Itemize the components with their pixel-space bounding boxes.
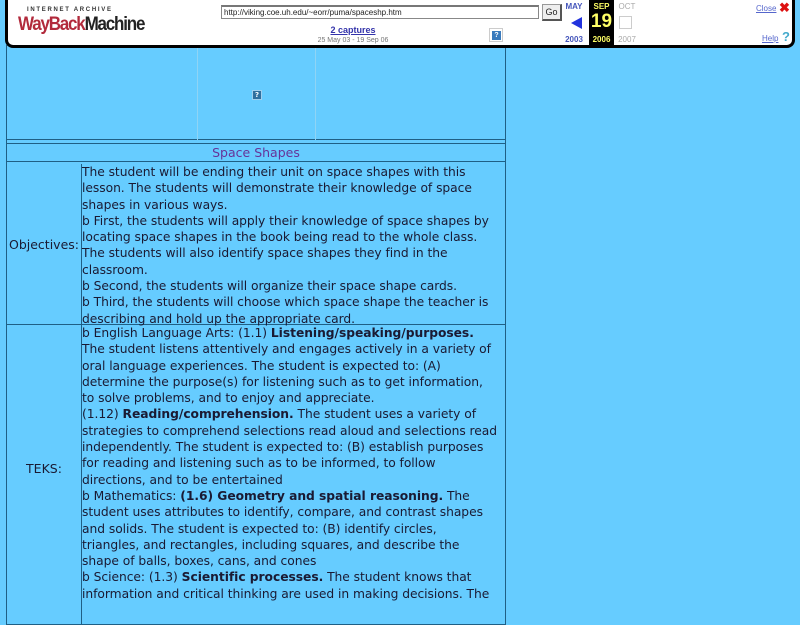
prev-capture-arrow-icon[interactable] [571, 17, 582, 29]
teks-line: independently. The student is expected to: (B) establish purposes [82, 440, 484, 455]
banner-row [7, 45, 505, 140]
broken-image-icon: ? [492, 31, 501, 40]
captures-info [283, 25, 423, 44]
teks-ela-heading: b English Language Arts: (1.1) Listening/speaking/purposes. [82, 326, 474, 340]
teks-line: to solve problems, and to enjoy and appreciate. [82, 391, 375, 406]
teks-line: determine the purpose(s) for listening such as to get information, [82, 374, 483, 389]
objectives-line: b Third, the students will choose which space shape the teacher is [82, 295, 489, 310]
next-year: 2007 [618, 35, 636, 44]
teks-line: strategies to comprehend selections read aloud and selections read [82, 423, 498, 438]
objectives-row [7, 164, 505, 325]
teks-reading-heading: (1.12) Reading/comprehension. The student uses a variety of [82, 407, 476, 422]
close-icon[interactable]: ✖ [779, 0, 790, 15]
teks-math-heading: b Mathematics: (1.6) Geometry and spatial reasoning. The [82, 488, 470, 503]
teks-line: directions, and to be entertained [82, 472, 283, 487]
objectives-line: describing and hold up the appropriate card. [82, 311, 356, 326]
objectives-line: locating space shapes in the book being read to the whole class. [82, 230, 478, 245]
logo-internet-archive-text: INTERNET ARCHIVE [27, 7, 113, 13]
current-month: SEP [593, 2, 610, 11]
objectives-text [82, 164, 505, 324]
help-icon[interactable]: ? [782, 29, 790, 44]
help-link[interactable]: Help [762, 34, 779, 43]
page-title: Space Shapes [7, 143, 505, 162]
teks-line: for reading and listening such as to be informed, to follow [82, 456, 436, 471]
teks-line: The student listens attentively and engages actively in a variety of [82, 342, 491, 357]
objectives-line: lesson. The students will demonstrate their knowledge of space [82, 181, 472, 196]
teks-science-heading: b Science: (1.3) Scientific processes. The student knows that [82, 570, 472, 585]
objectives-line: b First, the students will apply their knowledge of space shapes by [82, 213, 489, 228]
current-day: 19 [590, 11, 613, 32]
teks-label: TEKS: [7, 325, 82, 624]
prev-year-link[interactable]: 2003 [565, 35, 583, 44]
teks-row [7, 325, 505, 625]
objectives-label: Objectives: [7, 164, 82, 324]
wayback-machine-logo[interactable] [18, 7, 145, 39]
go-button[interactable]: Go [542, 4, 562, 21]
wayback-toolbar [5, 0, 795, 48]
objectives-line: The students will also identify space shapes they find in the [82, 246, 448, 261]
captures-link[interactable]: 2 captures [330, 25, 376, 35]
lesson-table [6, 45, 506, 625]
teks-line: triangles, and rectangles, including squares, and describe the [82, 537, 460, 552]
objectives-line: b Second, the students will organize their space shape cards. [82, 279, 458, 294]
next-capture-empty-icon [619, 16, 632, 29]
objectives-line: shapes in various ways. [82, 197, 228, 212]
captures-range: 25 May 03 - 19 Sep 06 [317, 37, 389, 44]
logo-wordmark: WayBackMachine [18, 12, 145, 35]
next-month: OCT [618, 2, 636, 11]
broken-image-icon: ? [252, 90, 262, 100]
teks-line: shape of balls, boxes, cans, and cones [82, 554, 317, 569]
teks-line: oral language experiences. The student is expected to: (A) [82, 358, 441, 373]
objectives-line: The student will be ending their unit on space shapes with this [82, 165, 466, 179]
objectives-line: classroom. [82, 262, 148, 277]
url-input[interactable]: http://viking.coe.uh.edu/~eorr/puma/spaceshp.htm [221, 5, 539, 19]
teks-line: information and critical thinking are used in making decisions. The [82, 586, 490, 601]
teks-line: student uses attributes to identify, compare, and contrast shapes [82, 505, 483, 520]
sparkline-placeholder[interactable] [489, 28, 503, 42]
close-link[interactable]: Close [756, 4, 777, 13]
current-year: 2006 [592, 35, 611, 44]
teks-text [82, 325, 505, 624]
teks-line: and solids. The student is expected to: (B) identify circles, [82, 521, 437, 536]
banner-image-cell [197, 45, 316, 140]
prev-month-link[interactable]: MAY [565, 2, 583, 11]
